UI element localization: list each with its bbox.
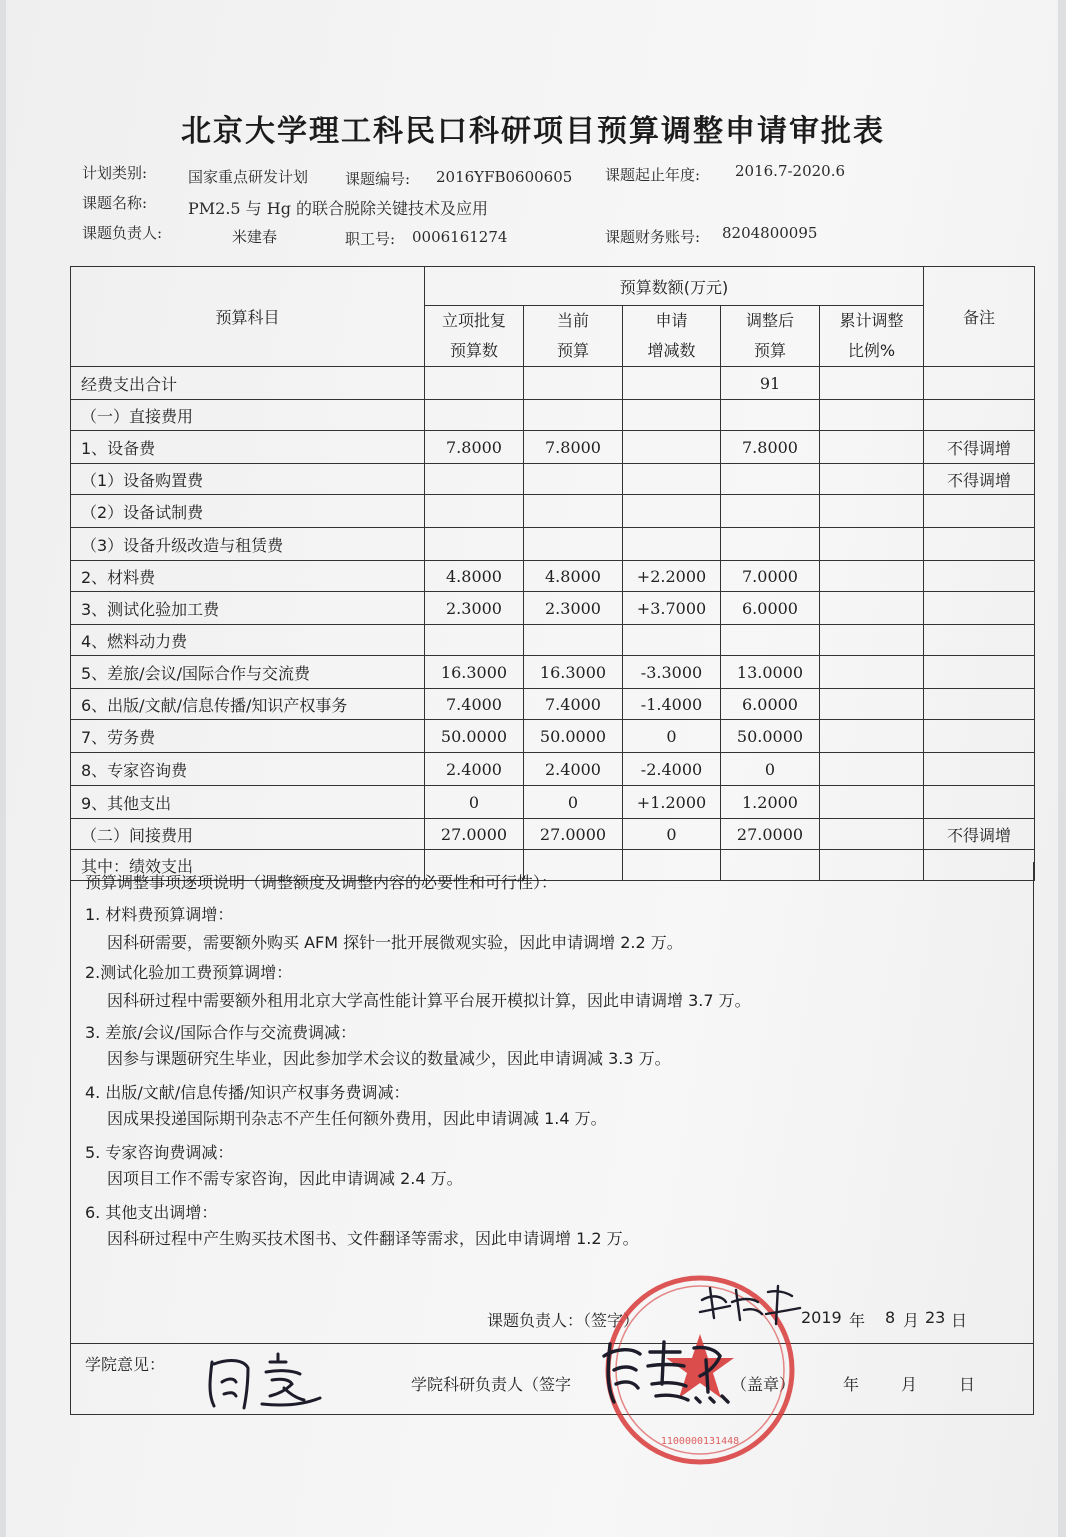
date-year-unit: 年 xyxy=(849,1311,866,1330)
cell-ratio xyxy=(820,689,924,720)
table-row xyxy=(71,561,1035,592)
cell-current: 4.8000 xyxy=(524,561,623,592)
explanation-item-title: 1. 材料费预算调增： xyxy=(85,905,234,924)
project-no-label: 课题编号: xyxy=(345,170,411,188)
table-row xyxy=(71,592,1035,625)
account-value: 8204800095 xyxy=(722,224,818,242)
cell-current: 2.3000 xyxy=(524,592,623,625)
leader-label: 课题负责人: xyxy=(82,224,163,242)
cell-approved xyxy=(425,625,524,656)
cell-current: 7.8000 xyxy=(524,431,623,464)
row-item-label: 2、材料费 xyxy=(71,561,425,592)
cell-adjusted xyxy=(721,464,820,495)
table-row xyxy=(71,367,1035,400)
cell-remark xyxy=(924,786,1035,819)
cell-ratio xyxy=(820,592,924,625)
cell-ratio xyxy=(820,625,924,656)
cell-apply xyxy=(623,528,721,561)
leader-value: 米建春 xyxy=(232,228,278,246)
row-item-label: 4、燃料动力费 xyxy=(71,625,425,656)
period-label: 课题起止年度: xyxy=(605,166,701,184)
cell-ratio xyxy=(820,431,924,464)
cell-adjusted: 6.0000 xyxy=(721,689,820,720)
cell-current xyxy=(524,464,623,495)
cell-adjusted: 7.8000 xyxy=(721,431,820,464)
cell-current: 16.3000 xyxy=(524,656,623,689)
cell-ratio xyxy=(820,367,924,400)
cell-remark: 不得调增 xyxy=(924,464,1035,495)
cell-adjusted: 6.0000 xyxy=(721,592,820,625)
row-item-label: 5、差旅/会议/国际合作与交流费 xyxy=(71,656,425,689)
cell-adjusted: 1.2000 xyxy=(721,786,820,819)
cell-ratio xyxy=(820,819,924,850)
explanation-item-title: 3. 差旅/会议/国际合作与交流费调减： xyxy=(85,1023,357,1042)
cell-remark xyxy=(924,528,1035,561)
row-item-label: 6、出版/文献/信息传播/知识产权事务 xyxy=(71,689,425,720)
cell-ratio xyxy=(820,400,924,431)
cell-adjusted: 13.0000 xyxy=(721,656,820,689)
header-ratio: 累计调整 比例% xyxy=(820,306,924,367)
cell-ratio xyxy=(820,528,924,561)
opinion-year-unit: 年 xyxy=(843,1375,860,1394)
cell-approved: 7.4000 xyxy=(425,689,524,720)
explanation-item-body: 因科研需要，需要额外购买 AFM 探针一批开展微观实验，因此申请调增 2.2 万。 xyxy=(107,933,683,952)
cell-current: 2.4000 xyxy=(524,753,623,786)
cell-approved: 50.0000 xyxy=(425,720,524,753)
cell-current xyxy=(524,367,623,400)
cell-apply: +2.2000 xyxy=(623,561,721,592)
table-row xyxy=(71,464,1035,495)
row-item-label: （二）间接费用 xyxy=(71,819,425,850)
explanation-item-body: 因参与课题研究生毕业，因此参加学术会议的数量减少，因此申请调减 3.3 万。 xyxy=(107,1049,671,1068)
cell-remark xyxy=(924,495,1035,528)
category-value: 国家重点研发计划 xyxy=(188,168,309,186)
explanation-item-title: 5. 专家咨询费调减： xyxy=(85,1143,234,1162)
budget-table xyxy=(70,266,1035,881)
cell-remark xyxy=(924,720,1035,753)
seal-number: 1100000131448 xyxy=(660,1436,740,1447)
cell-adjusted: 50.0000 xyxy=(721,720,820,753)
explanation-item-body: 因科研过程中产生购买技术图书、文件翻译等需求，因此申请调增 1.2 万。 xyxy=(107,1229,639,1248)
cell-apply: +1.2000 xyxy=(623,786,721,819)
staff-no-value: 0006161274 xyxy=(412,228,508,246)
name-label: 课题名称: xyxy=(82,194,148,212)
row-item-label: 8、专家咨询费 xyxy=(71,753,425,786)
cell-adjusted: 91 xyxy=(721,367,820,400)
header-apply: 申请 增减数 xyxy=(623,306,721,367)
cell-adjusted xyxy=(721,400,820,431)
period-value: 2016.7-2020.6 xyxy=(735,162,846,180)
table-row xyxy=(71,689,1035,720)
project-no-value: 2016YFB0600605 xyxy=(436,168,573,186)
row-item-label: （1）设备购置费 xyxy=(71,464,425,495)
cell-ratio xyxy=(820,720,924,753)
row-item-label: 1、设备费 xyxy=(71,431,425,464)
cell-remark xyxy=(924,625,1035,656)
cell-apply: 0 xyxy=(623,720,721,753)
table-row xyxy=(71,753,1035,786)
table-row xyxy=(71,528,1035,561)
cell-adjusted: 27.0000 xyxy=(721,819,820,850)
cell-remark: 不得调增 xyxy=(924,431,1035,464)
leader-signature xyxy=(696,1280,806,1330)
explanation-item-title: 2.测试化验加工费预算调增： xyxy=(85,963,293,982)
cell-ratio xyxy=(820,786,924,819)
opinion-label: 学院意见： xyxy=(85,1355,166,1374)
row-item-label: （一）直接费用 xyxy=(71,400,425,431)
cell-approved xyxy=(425,367,524,400)
date-year: 2019 xyxy=(801,1308,842,1327)
row-item-label: 7、劳务费 xyxy=(71,720,425,753)
explanation-item-body: 因项目工作不需专家咨询，因此申请调减 2.4 万。 xyxy=(107,1169,463,1188)
cell-remark xyxy=(924,367,1035,400)
cell-remark xyxy=(924,400,1035,431)
cell-apply xyxy=(623,625,721,656)
cell-approved: 4.8000 xyxy=(425,561,524,592)
date-month: 8 xyxy=(885,1308,896,1327)
cell-apply: -3.3000 xyxy=(623,656,721,689)
cell-apply xyxy=(623,400,721,431)
header-adjusted: 调整后 预算 xyxy=(721,306,820,367)
date-month-unit: 月 xyxy=(903,1311,920,1330)
cell-remark xyxy=(924,689,1035,720)
table-row xyxy=(71,495,1035,528)
cell-approved: 27.0000 xyxy=(425,819,524,850)
cell-remark: 不得调增 xyxy=(924,819,1035,850)
cell-current xyxy=(524,528,623,561)
cell-ratio xyxy=(820,561,924,592)
date-day-unit: 日 xyxy=(951,1311,968,1330)
date-day: 23 xyxy=(925,1308,946,1327)
cell-ratio xyxy=(820,753,924,786)
cell-approved xyxy=(425,464,524,495)
row-item-label: 9、其他支出 xyxy=(71,786,425,819)
cell-adjusted xyxy=(721,495,820,528)
handwritten-agree-signature xyxy=(200,1348,330,1414)
header-subject: 预算科目 xyxy=(71,267,425,367)
table-row xyxy=(71,625,1035,656)
cell-current xyxy=(524,495,623,528)
cell-approved: 16.3000 xyxy=(425,656,524,689)
header-remark: 备注 xyxy=(924,267,1035,367)
cell-ratio xyxy=(820,656,924,689)
cell-approved: 2.3000 xyxy=(425,592,524,625)
table-row xyxy=(71,720,1035,753)
cell-approved xyxy=(425,400,524,431)
cell-remark xyxy=(924,656,1035,689)
cell-apply xyxy=(623,367,721,400)
official-sign-label: 学院科研负责人（签字 xyxy=(411,1375,572,1394)
cell-adjusted: 7.0000 xyxy=(721,561,820,592)
cell-current xyxy=(524,400,623,431)
cell-ratio xyxy=(820,495,924,528)
cell-remark xyxy=(924,592,1035,625)
cell-remark xyxy=(924,561,1035,592)
cell-apply xyxy=(623,495,721,528)
cell-apply: -1.4000 xyxy=(623,689,721,720)
document-title: 北京大学理工科民口科研项目预算调整申请审批表 xyxy=(181,114,885,149)
leader-sign-label: 课题负责人：（签字） xyxy=(487,1311,640,1330)
cell-current xyxy=(524,625,623,656)
cell-current: 7.4000 xyxy=(524,689,623,720)
cell-adjusted: 0 xyxy=(721,753,820,786)
cell-approved xyxy=(425,528,524,561)
table-row xyxy=(71,431,1035,464)
row-item-label: 其中：绩效支出 xyxy=(71,850,425,881)
row-item-label: （2）设备试制费 xyxy=(71,495,425,528)
cell-ratio xyxy=(820,464,924,495)
official-signature xyxy=(596,1336,736,1410)
explanation-item-body: 因科研过程中需要额外租用北京大学高性能计算平台展开模拟计算，因此申请调增 3.7 万。 xyxy=(107,991,751,1010)
cell-apply: -2.4000 xyxy=(623,753,721,786)
cell-approved: 2.4000 xyxy=(425,753,524,786)
row-item-label: （3）设备升级改造与租赁费 xyxy=(71,528,425,561)
row-item-label: 3、测试化验加工费 xyxy=(71,592,425,625)
staff-no-label: 职工号: xyxy=(345,230,396,248)
opinion-month-unit: 月 xyxy=(901,1375,918,1394)
header-budget-group: 预算数额(万元) xyxy=(425,267,924,306)
cell-approved xyxy=(425,495,524,528)
table-row xyxy=(71,400,1035,431)
header-approved: 立项批复 预算数 xyxy=(425,306,524,367)
explanation-item-title: 6. 其他支出调增： xyxy=(85,1203,218,1222)
cell-current: 0 xyxy=(524,786,623,819)
cell-adjusted xyxy=(721,625,820,656)
cell-remark xyxy=(924,753,1035,786)
table-row xyxy=(71,786,1035,819)
cell-apply xyxy=(623,464,721,495)
row-item-label: 经费支出合计 xyxy=(71,367,425,400)
cell-apply: +3.7000 xyxy=(623,592,721,625)
cell-apply xyxy=(623,431,721,464)
explanation-item-title: 4. 出版/文献/信息传播/知识产权事务费调减： xyxy=(85,1083,410,1102)
table-row xyxy=(71,819,1035,850)
seal-label: （盖章） xyxy=(731,1375,796,1394)
header-current: 当前 预算 xyxy=(524,306,623,367)
cell-apply: 0 xyxy=(623,819,721,850)
explanation-heading: 预算调整事项逐项说明（调整额度及调整内容的必要性和可行性）： xyxy=(85,873,558,892)
cell-current: 27.0000 xyxy=(524,819,623,850)
cell-adjusted xyxy=(721,528,820,561)
explanation-item-body: 因成果投递国际期刊杂志不产生任何额外费用，因此申请调减 1.4 万。 xyxy=(107,1109,607,1128)
opinion-day-unit: 日 xyxy=(959,1375,976,1394)
cell-approved: 7.8000 xyxy=(425,431,524,464)
account-label: 课题财务账号: xyxy=(605,228,701,246)
explanation-box xyxy=(70,862,1034,1344)
budget-rows xyxy=(71,367,1035,881)
table-row xyxy=(71,656,1035,689)
cell-approved: 0 xyxy=(425,786,524,819)
name-value: PM2.5 与 Hg 的联合脱除关键技术及应用 xyxy=(188,199,489,218)
cell-current: 50.0000 xyxy=(524,720,623,753)
category-label: 计划类别: xyxy=(82,164,148,182)
